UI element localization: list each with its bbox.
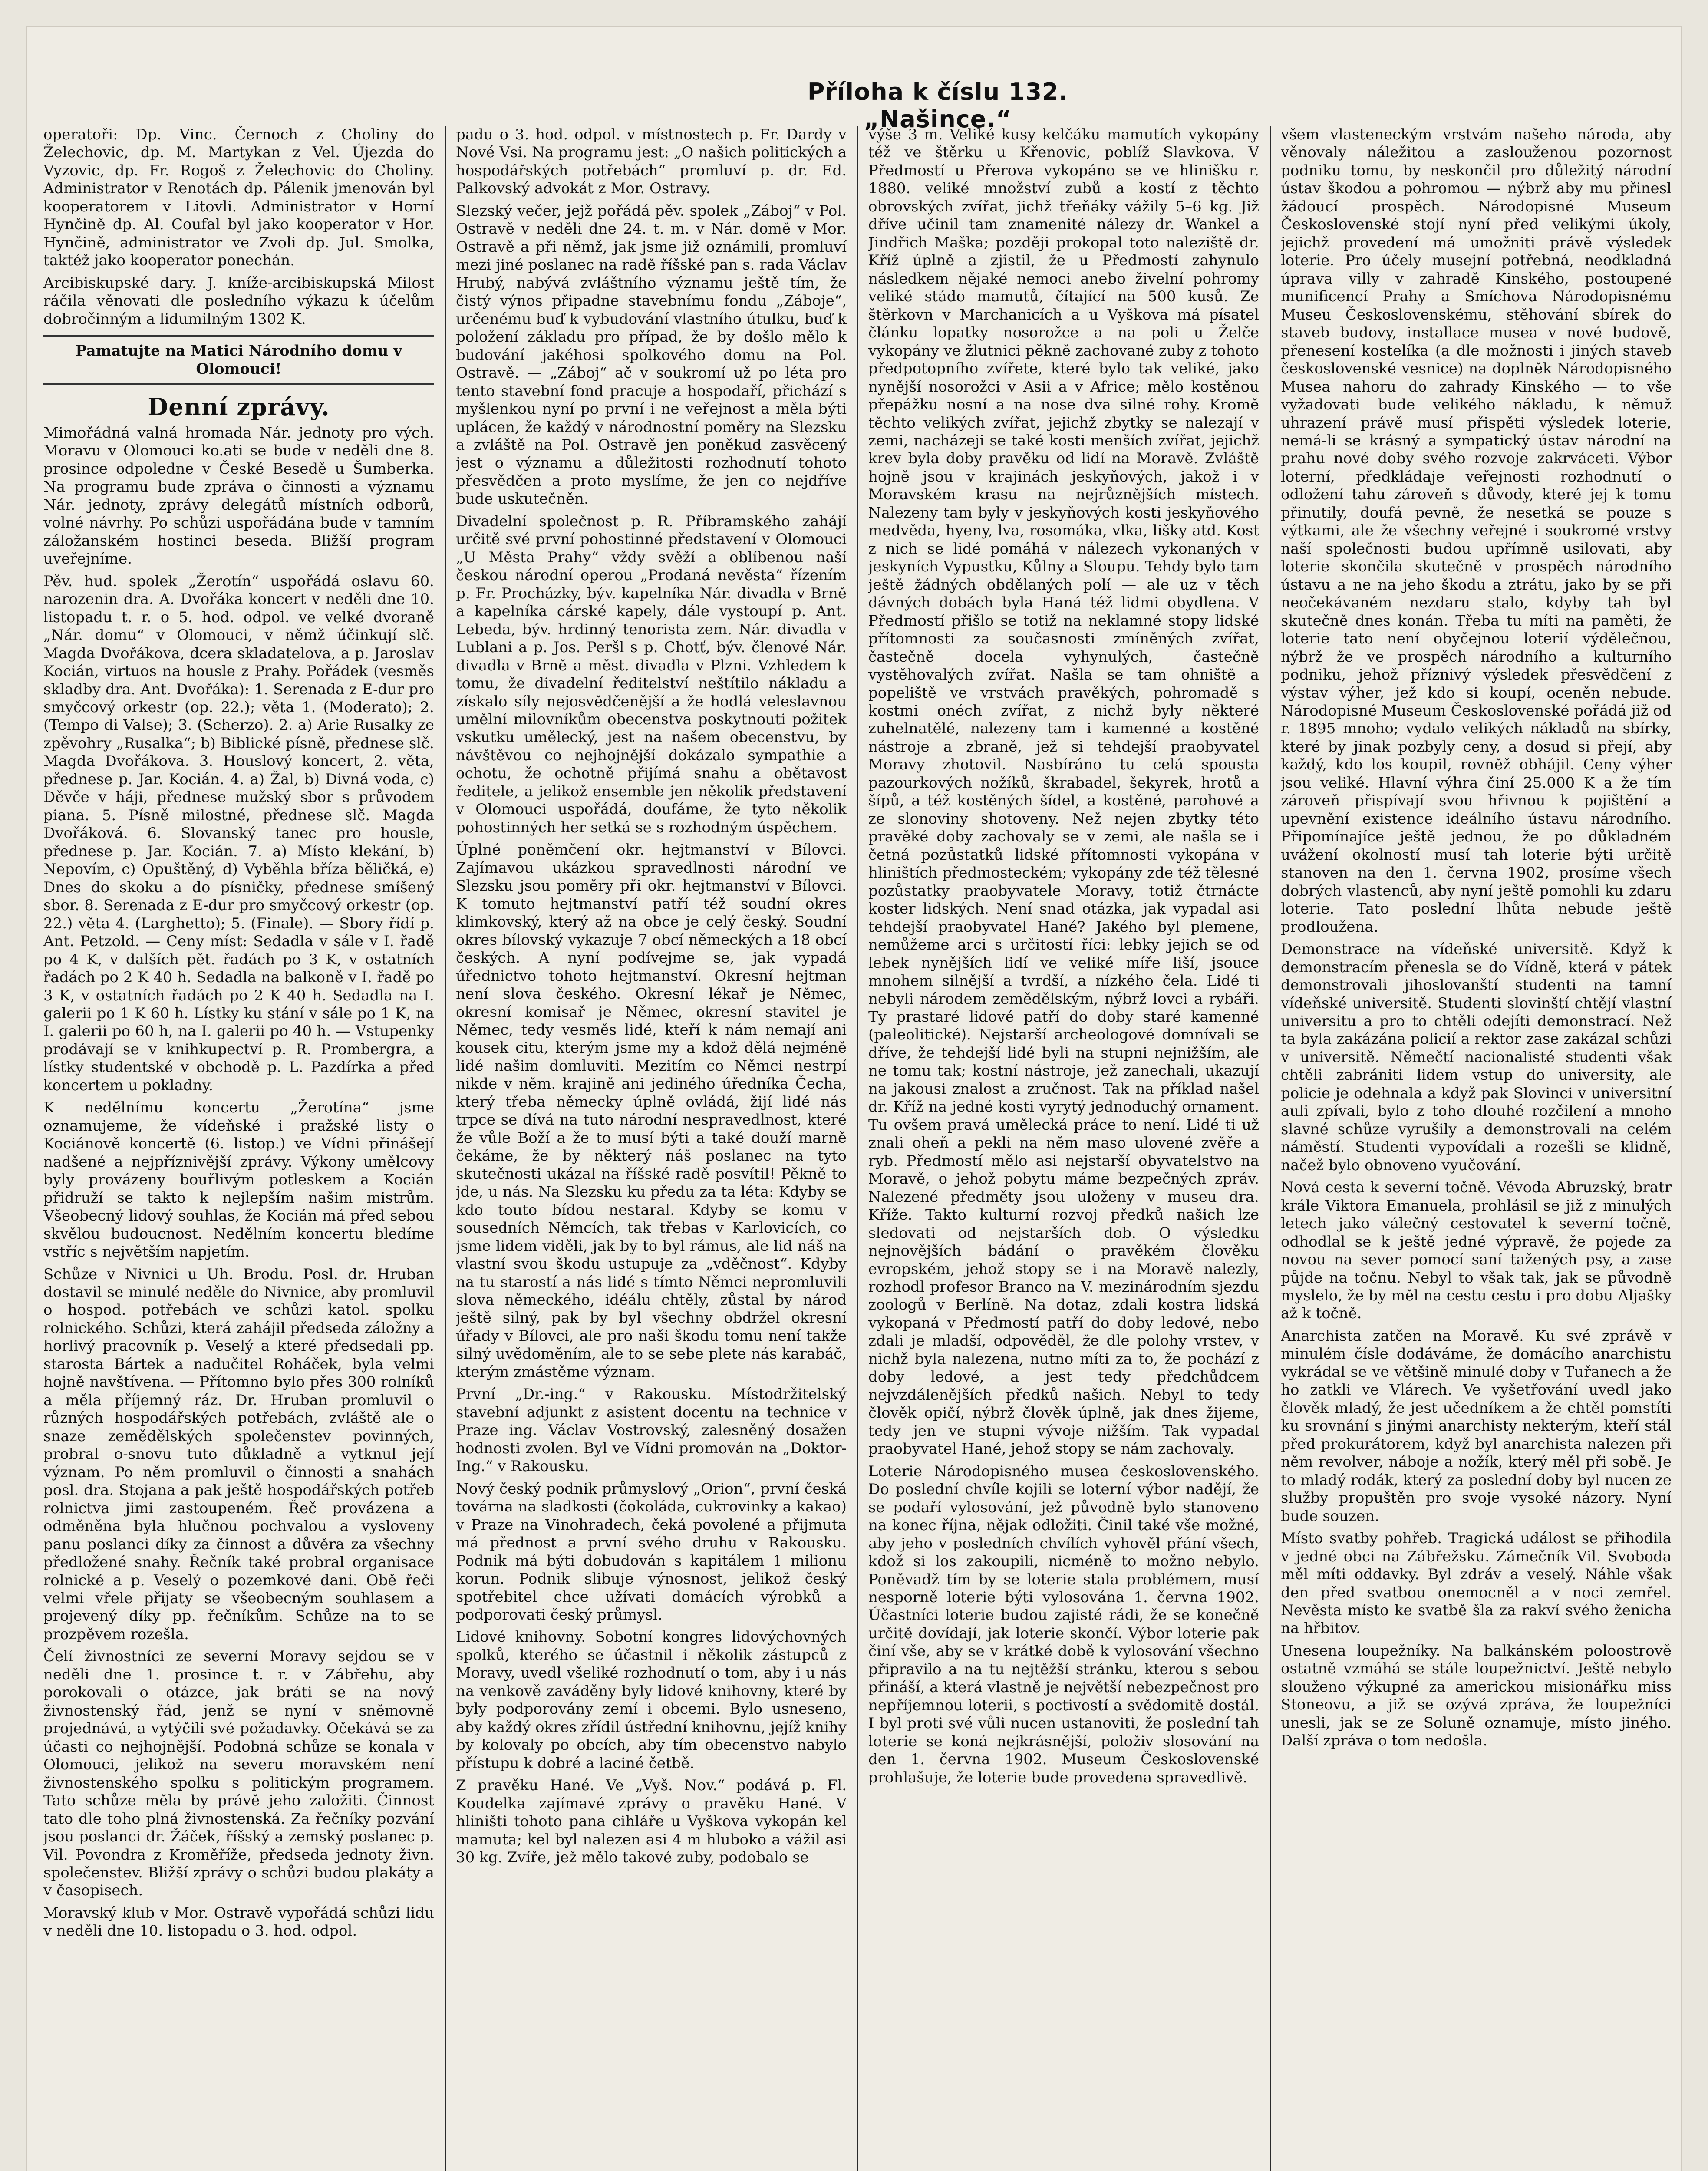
article-paragraph: Pěv. hud. spolek „Žerotín“ uspořádá oslavu 60. narozenin dra. A. Dvořáka koncert v neděli dne 10. listopadu t. r. o 5. hod. odpol. ve velké dvoraně „Nár. domu“ v Olomouci, v němž účinkují slč. Magda Dvořákova, dcera skladatelova, a p. Jaroslav Kocián, virtuos na housle z Prahy. Pořádek (vesměs skladby dra. Ant. Dvořáka): 1. Serenada z E-dur pro smyčcový orkestr (op. 22.); věta 1. (Moderato); 2. (Tempo di Valse); 3. (Scherzo). 2. a) Arie Rusalky ze zpěvohry „Rusalka“; b) Biblické písně, přednese slč. Magda Dvořákova. 3. Houslový koncert, 2. věta, přednese p. Jar. Kocián. 4. a) Žal, b) Divná voda, c) Děvče v háji, přednese mužský sbor s průvodem piana. 5. Písně milostné, přednese slč. Magda Dvořáková. 6. Slovanský tanec pro housle, přednese p. Jar. Kocián. 7. a) Místo klekání, b) Nepovím, c) Opuštěný, d) Vyběhla bříza běličká, e) Dnes do skoku a do písničky, přednese smíšený sbor. 8. Serenada z E-dur pro smyčcový orkestr (op. 22.) věta 4. (Larghetto); 5. (Finale). — Sbory řídí p. Ant. Petzold. — Ceny míst: Sedadla v sále v I. řadě po 4 K, v dalších pět. řadách po 3 K, v ostatních řadách po 2 K 40 h. Sedadla na balkoně v I. řadě po 3 K, v ostatních řadách po 2 K 40 h. Sedadla na I. galerii po 1 K 60 h. Lístky ku stání v sále po 1 K, na I. galerii po 60 h, na I. galerii po 40 h. — Vstupenky prodávají se v knihkupectví p. R. Prombergra, a lístky studentské v obchodě p. L. Pazdírka a před koncertem u pokladny. [43, 572, 434, 1094]
article-paragraph: Z pravěku Hané. Ve „Vyš. Nov.“ podává p. Fl. Koudelka zajímavé zprávy o pravěku Hané. V hliništi tohoto pana cihláře u Vyškova vykopán kel mamuta; kel byl nalezen asi 4 m hluboko a vážil asi 30 kg. Zvíře, jež mělo takové zuby, podobalo se [456, 1777, 847, 1867]
article-paragraph: Místo svatby pohřeb. Tragická událost se přihodila v jedné obci na Zábřežsku. Zámečník Vil. Svoboda měl míti oddavky. Byl zdráv a veselý. Náhle však den před svatbou onemocněl a v noci zemřel. Nevěsta místo ke svatbě šla za rakví svého ženicha na hřbitov. [1281, 1530, 1672, 1637]
column-1 [43, 126, 434, 2171]
article-paragraph: Slezský večer, jejž pořádá pěv. spolek „Záboj“ v Pol. Ostravě v neděli dne 24. t. m. v Nár. domě v Mor. Ostravě a při němž, jak jsme již oznámili, promluví mezi jiné poslanec na radě říšské pan s. rada Václav Hrubý, nabývá zvláštního významu ještě tím, že čistý výnos připadne stavebnímu fondu „Záboje“, určenému buď k vybudování vlastního útulku, buď k položení základu pro případ, že by došlo mělo k budování jakéhosi spolkového domu na Pol. Ostravě. — „Záboj“ ač v soukromí už po léta pro tento stavební fond pracuje a hospodaří, přichází s myšlenkou nyní po první i ne veřejnost a měla býti uplácen, že každý v národnostní poměry na Slezsku a zvláště na Pol. Ostravě jen poněkud zasvěcený jest o významu a důležitosti rozhodnutí tohoto přesvědčen a proto myslíme, že jen co nejdříve bude uskutečněn. [456, 202, 847, 508]
newspaper-page [26, 26, 1682, 2171]
article-paragraph: Nová cesta k severní točně. Vévoda Abruzský, bratr krále Viktora Emanuela, prohlásil se již z minulých letech jako válečný cestovatel k severní točně, odhodlal se k ještě jedné výpravě, že pojede za novou na sever pomocí saní tažených psy, a zase půjde na točnu. Nebyl to však tak, jak se původně myslelo, že by měl na cestu cestu i pro dobu Aljašky až k točně. [1281, 1179, 1672, 1323]
article-paragraph: Čelí živnostníci ze severní Moravy sejdou se v neděli dne 1. prosince t. r. v Zábřehu, aby porokovali o otázce, jak bráti se na nový živnostenský řád, jenž se nyní v sněmovně projednává, a vytýčili své požadavky. Očekává se za účasti co nejhojnější. Podobná schůze se konala v Olomouci, jelikož na severu moravském není živnostenského spolku s politickým programem. Tato schůze měla by právě jeho založiti. Činnost tato dle toho plná živnostenská. Za řečníky pozvání jsou poslanci dr. Žáček, říšský a zemský poslanec p. Vil. Povondra z Kroměříže, předseda jednoty živn. společenstev. Bližší zprávy o schůzi budou plakáty a v časopisech. [43, 1648, 434, 1900]
column-rule [857, 126, 858, 2171]
article-paragraph: K nedělnímu koncertu „Žerotína“ jsme oznamujeme, že vídeňské i pražské listy o Kociánově koncertě (6. listop.) ve Vídni přinášejí nadšené a nejpříznivější zprávy. Výkony umělcovy byly provázeny bouřlivým potleskem a Kocián přidruží se takto k nejlepším našim mistrům. Všeobecný lidový souhlas, že Kocián má před sebou skvělou budoucnost. Nedělním koncertu bledíme vstříc s největším napjetím. [43, 1099, 434, 1261]
article-paragraph: všem vlasteneckým vrstvám našeho národa, aby věnovaly náležitou a zaslouženou pozornost podniku tomu, by neskončil pro důležitý národní ústav škodou a pohromou — nýbrž aby mu přinesl žádoucí prospěch. Národopisné Museum Československé stojí nyní před velikými úkoly, jejichž provedení má umožniti právě výsledek loterie. Pro účely musejní potřebná, neodkladná úprava villy v zahradě Kinského, postoupené munificencí Prahy a Smíchova Národopisnému Museu Československému, stěhování sbírek do staveb budovy, installace musea v nové budově, přenesení kostelíka (a dle možnosti i jiných staveb československé vesnice) na doplněk Národopisného Musea nahoru do zahrady Kinského — to vše vyžadovati bude velikého nákladu, k němuž uhrazení právě musí přispěti výsledek loterie, nemá-li se krásný a sympatický ústav národní na prahu nové doby svého rozvoje zakrváceti. Výbor loterní, předkládaje veřejnosti rozhodnutí o odložení tahu zároveň s důvody, které jej k tomu přinutily, doufá pevně, že nesetká se pouze s výtkami, ale že všechny veřejné i soukromé vrstvy naší společnosti budou upřímně usilovati, aby loterie skončila skutečně v prospěch národního ústavu a ne na jeho škodu a ztrátu, jako by se při neočekávaném nezdaru stalo, kdyby tah byl skutečně dnes konán. Třeba tu míti na paměti, že loterie tato není obyčejnou loterií výdělečnou, nýbrž že ve prospěch národního a kulturního podniku, jehož příznivý výsledek přesvědčení z výstav výher, jež kdo si koupí, oceněn nebude. Národopisné Museum Československé pořádá již od r. 1895 mnoho; vydalo velikých nákladů na sbírky, které by jinak pozbyly ceny, a dosud si přejí, aby každý, kdo los koupil, rovněž obhájil. Ceny výher jsou veliké. Hlavní výhra činí 25.000 K a že tím zároveň přispívají svou hřivnou k pojištění a upevnění existence ideálního ústavu národního. Připomínajíce ještě jednou, že po důkladném uvážení okolností musí tah loterie býti určitě stanoven na den 1. června 1902, prosíme všech dobrých vlastenců, aby nyní ještě pomohli ku zdaru loterie. Tato poslední lhůta nebude ještě prodloužena. [1281, 126, 1672, 936]
article-paragraph: výše 3 m. Veliké kusy kelčáku mamutích vykopány též ve štěrku u Křenovic, poblíž Slavkova. V Předmostí u Přerova vykopáno se ve hlinišku r. 1880. veliké množství zubů a kostí z těchto obrovských zvířat, jichž třeňáky vážily 5–6 kg. Již dříve učinil tam znamenité nálezy dr. Wankel a Jindřich Maška; později prokopal toto naleziště dr. Kříž úplně a zjistil, že u Předmostí zahynulo následkem nějaké nemoci anebo živelní pohromy veliké stádo mamutů, čítající na 500 kusů. Ze štěrkovn v Marchanicích a u Vyškova má písatel článku lopatky nosorožce a na poli u Želče vykopány ve žlutnici pěkně zachované zuby z tohoto předpotopního zvířete, které bylo tak veliké, jako nynější nosorožci v Asii a v Africe; mělo kostěnou přepážku nosní a na nose dva silné rohy. Kromě těchto velikých zvířat, jejichž zbytky se nalezají v zemi, nacházeji se také kosti menších zvířat, jejichž krev byla doby pravěku od lidí na Moravě. Zvláště hojně jsou v krajinách jeskyňových, jakož i v Moravském krasu na nejrůznějších místech. Nalezeny tam byly v jeskyňových kosti jeskyňového medvěda, hyeny, lva, rosomáka, vlka, lišky atd. Kost z nich se lidé pomáhá v nálezech vykonaných v jeskyních Vypustku, Kůlny a Sloupu. Tehdy bylo tam ještě žádných obdělaných polí — ale uz v těch dávných dobách byla Haná též lidmi obydlena. V Předmostí přišlo se totiž na neklamné stopy lidské přítomnosti za současnosti zmíněných zvířat, častečně docela vyhynulých, častečně vystěhovalých zvířat. Našla se tam ohniště a popeliště ve vrstvách pravěkých, pohromadě s kostmi onéch zvířat, z nichž byly některé zuhelnatělé, nalezeny tam i kamenné a kostěné nástroje a zbraně, jež si tehdejší praobyvatel Moravy zhotovil. Nasbíráno tu celá spousta pazourkových nožíků, škrabadel, šekyrek, hrotů a šípů, a též kostěných šídel, a kostěné, parohové a ze slonoviny shotoveny. Než nejen zbytky této pravěké doby zachovaly se v zemi, ale našla se i četná pozůstatků lidské přítomnosti vykopána v hliništích předmosteckém; vykopány zde též tělesné pozůstatky praobyvatele Moravy, totiž čtrnácte koster lidských. Není snad otázka, jak vypadal asi tehdejší praobyvatel Hané? Jakého byl plemene, nemůžeme arci s určitostí říci: lebky jejich se od lebek nynějších lidí ve veliké míře liší, jsouce mnohem silnější a tvrdší, a nízkého čela. Lidé ti nebyli národem zemědělským, nýbrž lovci a rybáři. Ty prastaré lidové patří do doby staré kamenné (paleolitické). Nejstarší archeologové domnívali se dříve, že tehdejší lidé byli na stupni nejnižším, ale ne tomu tak; kostní nástroje, jež zanechali, ukazují na jakousi znalost a zručnost. Tak na příklad našel dr. Kříž na jedné kosti vyrytý jednoduchý ornament. Tu ovšem pravá umělecká práce to není. Lidé ti už znali oheň a pekli na něm maso ulovené zvěře a ryb. Předmostí mělo asi nejstarší obyvatelstvo na Moravě, o jehož pobytu máme bezpečných zpráv. Nalezené předměty jsou uloženy v museu dra. Kříže. Takto kulturní rozvoj předků našich lze sledovati od nejstarších dob. O výsledku nejnovějších bádání o pravěkém člověku evropském, jehož stopy se i na Moravě nalezly, rozhodl profesor Branco na V. mezinárodním sjezdu zoologů v Berlíně. Na dotaz, zdali kostra lidská vykopaná v Předmostí patří do doby ledové, nebo zdali je mladší, odpověděl, že dle polohy vrstev, v nichž byla nalezena, nutno míti za to, že pochází z doby ledové, a jest tedy předchůdcem nejvzdálenějších předků našich. Nebyl to tedy člověk opičí, nýbrž člověk úplně, jak dnes žijeme, tedy jen ve stupni vývoje nižším. Tak vypadal praobyvatel Hané, jehož stopy se nám zachovaly. [868, 126, 1259, 1458]
article-paragraph: Unesena loupežníky. Na balkánském poloostrově ostatně vzmáhá se stále loupežnictví. Ještě nebylo slouženo výkupné za americkou misionářku miss Stoneovu, a již se ozývá zpráva, že loupežníci unesli, jak se ze Soluně oznamuje, místo jiného. Další zpráva o tom nedošla. [1281, 1642, 1672, 1750]
article-paragraph: Anarchista zatčen na Moravě. Ku své zprávě v minulém čísle dodáváme, že domácího anarchistu vykrádal se ve většině minulé doby v Tuřanech a že ho zatkli ve Vlárech. Ve vyšetřování uvedl jako člověk mladý, že jest učedníkem a že chtěl pomstíti ku srovnání s jinými anarchisty nekterým, kteří stál před prokurátorem, když byl anarchista nalezen při něm revolver, náboje a nožík, který měl při sobě. Je to mladý rodák, který za poslední doby byl nucen ze služby propuštěn pro svoje vysoké názory. Nyní bude souzen. [1281, 1327, 1672, 1525]
article-paragraph: Schůze v Nivnici u Uh. Brodu. Posl. dr. Hruban dostavil se minulé neděle do Nivnice, aby promluvil o hospod. potřebách ve schůzi katol. spolku rolnického. Schůzi, která zahájil předseda záložny a horlivý pracovník p. Veselý a které předsedali pp. starosta Bártek a nadučitel Roháček, byla velmi hojně navštívena. — Přítomno bylo přes 300 rolníků a měla příjemný ráz. Dr. Hruban promluvil o různých hospodářských potřebách, zvláště ale o snaze zemědělských společenstev povinných, probral o-snovu tuto důkladně a vytknul její význam. Po něm promluvil o činnosti a snahách posl. dra. Stojana a pak ještě hospodářských potřeb rolnictva jimi zastoupeném. Řeč provázena a odměněna byla hlučnou pochvalou a vysloveny panu poslanci díky za činnost a důvěra za všechny předložené snahy. Řečník také probral organisace rolnické a p. Veselý o pozemkové dani. Obě řeči velmi vřele přijaty se všeobecným souhlasem a projevený díky pp. řečníkům. Schůze na to se prozpěvem rozešla. [43, 1265, 434, 1643]
article-paragraph: Loterie Národopisného musea československého. Do poslední chvíle kojili se loterní výbor nadějí, že se podaří vylosování, jež původně bylo stanoveno na konec října, nějak odložiti. Činil také vše možné, aby jeho v posledních chvílích vyhověl přání všech, kdož si los zakoupili, nicméně to možno nebylo. Poněvadž tím by se loterie stala problémem, musí nesporně loterie býti vylosována 1. června 1902. Účastníci loterie budou zajisté rádi, že se konečně určitě dovídají, jak loterie skončí. Výbor loterie pak činí vše, aby se v krátké době k vylosování všechno připravilo a na tu nejtěžší stránku, kterou s sebou přináší, a která vlastně je největší nebezpečnost pro nepříjemnou loterii, s poctivostí a svědomitě dostál. I byl proti své vůli nucen ustanoviti, že poslední tah loterie se koná nejkrásnější, položiv slosování na den 1. června 1902. Museum Československé prohlašuje, že loterie bude provedena spravedlivě. [868, 1462, 1259, 1786]
column-rule [445, 126, 446, 2171]
column-2 [456, 126, 847, 2171]
article-paragraph: Moravský klub v Mor. Ostravě vypořádá schůzi lidu v neděli dne 10. listopadu o 3. hod. odpol. [43, 1904, 434, 1940]
column-4 [1281, 126, 1672, 2171]
section-heading: Denní zprávy. [148, 393, 330, 421]
article-paragraph: Demonstrace na vídeňské universitě. Když k demonstracím přenesla se do Vídně, která v pátek demonstrovali jihoslovanští studenti na tamní vídeňské universitě. Studenti slovinští chtějí vlastní universitu a pro to chtěli odejíti demonstrací. Než ta byla zakázána policií a rektor zase zakázal schůzi v universitě. Němečtí nacionalisté studenti však chtěli zabrániti lidem vstup do university, ale policie je odehnala a když pak Slovinci v universitní auli zpívali, bylo z toho dlouhé rozčilení a mnoho slavné schůze vyrušily a demonstrovali na celém náměstí. Studenti vypovídali a rozešli se klidně, načež bylo obnoveno vyučování. [1281, 940, 1672, 1174]
column-rule [1270, 126, 1271, 2171]
article-paragraph: Mimořádná valná hromada Nár. jednoty pro vých. Moravu v Olomouci ko.ati se bude v neděli dne 8. prosince odpoledne v České Besedě u Šumberka. Na programu bude zpráva o činnosti a významu Nár. jednoty, zprávy delegátů místních odborů, volné návrhy. Po schůzi uspořádána bude v tamním záložanském hostinci beseda. Bližší program uveřejníme. [43, 424, 434, 568]
article-paragraph: Lidové knihovny. Sobotní kongres lidovýchovných spolků, kterého se účastnil i několik zástupců z Moravy, uvedl všeliké rozhodnutí o tom, aby i u nás na venkově zaváděny byly lidové knihovny, které by byly podporovány zemí i obcemi. Bylo usneseno, aby každý okres zřídil ústřední knihovnu, jejíž knihy by kolovaly po obcích, aby tím obecenstvo nabylo přístupu k dobré a laciné četbě. [456, 1628, 847, 1772]
page-header: Příloha k číslu 132. „Našince.“ [807, 78, 1068, 133]
article-paragraph: Divadelní společnost p. R. Příbramského zahájí určitě své první pohostinné představení v Olomouci „U Města Prahy“ vždy svěží a oblíbenou naší českou národní operou „Prodaná nevěsta“ řízením p. Fr. Procházky, býv. kapelníka Nár. divadla v Brně a kapelníka cárské kapely, dále vystoupí p. Ant. Lebeda, býv. hrdinný tenorista zem. Nár. divadla v Lublani a p. Jos. Peršl s p. Chotť, býv. členové Nár. divadla v Brně a měst. divadla v Plzni. Vzhledem k tomu, že divadelní ředitelství neštítilo nákladu a získalo síly nejosvědčenější a že hodlá veleslavnou umělní milovníkům obecenstva poskytnouti požitek vskutku umělecký, jest na našem obecenstvu, by návštěvou co nejhojnější dokázalo sympathie a ochotu, že ochotně přijímá snahu a obětavost ředitele, a jelikož ensemble jen několik představení v Olomouci uspořádá, doufáme, že tyto několik pohostinných her setká se s rozhodným úspěchem. [456, 512, 847, 836]
article-paragraph: padu o 3. hod. odpol. v místnostech p. Fr. Dardy v Nové Vsi. Na programu jest: „O našich politických a hospodářských potřebách“ promluví p. dr. Ed. Palkovský advokát z Mor. Ostravy. [456, 126, 847, 198]
article-paragraph: Arcibiskupské dary. J. kníže-arcibiskupská Milost ráčila věnovati dle posledního výkazu k účelům dobročinným a lidumilným 1302 K. [43, 274, 434, 328]
article-paragraph: První „Dr.-ing.“ v Rakousku. Místodržitelský stavební adjunkt z asistent docentu na technice v Praze ing. Václav Vostrovský, zalesněný dosažen hodnosti zvolen. Byl ve Vídni promován na „Doktor-Ing.“ v Rakousku. [456, 1386, 847, 1475]
boxed-notice: Pamatujte na Matici Národního domu v Olomouci! [43, 335, 434, 385]
article-paragraph: Nový český podnik průmyslový „Orion“, první česká továrna na sladkosti (čokoláda, cukrovinky a kakao) v Praze na Vinohradech, čeká povolené a přijmuta má přednost a první svého druhu v Rakousku. Podnik má býti dobudován s kapitálem 1 milionu korun. Podnik slibuje výnosnost, jelikož český spotřebitel chce užívati domácích výrobků a podporovati český průmysl. [456, 1480, 847, 1623]
article-paragraph: operatoři: Dp. Vinc. Černoch z Choliny do Želechovic, dp. M. Martykan z Vel. Újezda do Vyzovic, dp. Fr. Rogoš z Želechovic do Choliny. Administrator v Renotách dp. Pálenik jmenován byl kooperatorem v Litovli. Administrator v Horní Hynčině dp. Al. Coufal byl jako kooperator v Hor. Hynčině, administrator ve Zvoli dp. Jul. Smolka, taktéž jako kooperator ponechán. [43, 126, 434, 270]
article-paragraph: Úplné poněmčení okr. hejtmanství v Bílovci. Zajímavou ukázkou spravedlnosti národní ve Slezsku jsou poměry při okr. hejtmanství v Bílovci. K tomuto hejtmanství patří též soudní okres klimkovský, který až na obce je celý český. Soudní okres bílovský vykazuje 7 obcí německých a 18 obcí českých. A nyní podívejme se, jak vypadá úřednictvo tohoto hejtmanství. Okresní hejtman není slova českého. Okresní lékař je Němec, okresní komisař je Němec, okresní stavitel je Němec, tedy vesměs lidé, kteří k nám nemají ani kousek citu, kterým jsme my a kdož dělá nejméně lidé našim domluviti. Mezitím co Němci nestrpí nikde v něm. krajině ani jediného úředníka Čecha, který třeba německy úplně ovládá, žijí lidé nás trpce se dívá na tuto národní nespravedlnost, které že vůle Boží a že to musí býti a také douží marně čekáme, že by některý náš poslanec na tyto skutečnosti ukázal na říšské radě posvítil! Pěkně to jde, u nás. Na Slezsku ku předu za ta léta: Kdyby se kdo touto bídou nestaral. Kdyby se komu v sousedních Němcích, tak třebas v Karlovicích, co jsme lidem viděli, jak by to byl rámus, ale lid náš na vlastní svou škodu ustupuje za „vděčnost“. Kdyby na tu starostí a nás lidé s tímto Němci nepromluvili slova německého, idéálu chtěly, zůstal by národ ještě silný, pak by byl všechny obdržel okresní úřady v Bílovci, ale pro naši škodu tomu není takže silný uvědoměním, ale to se sebe plete nás karabáč, kterým zmástěme význam. [456, 841, 847, 1381]
column-3 [868, 126, 1259, 2171]
